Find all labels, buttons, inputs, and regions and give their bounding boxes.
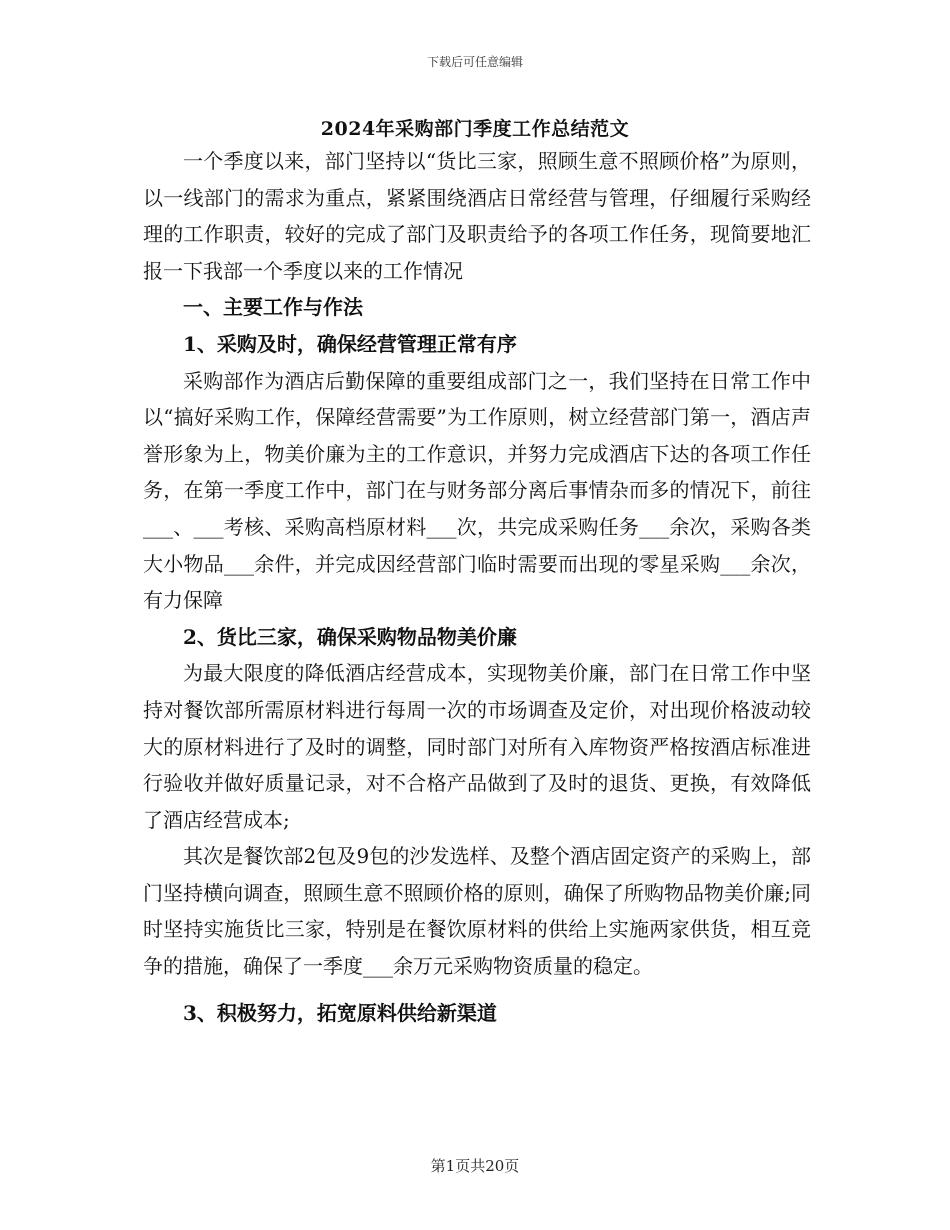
page-number: 第1页共20页 [430,1157,520,1175]
document-title: 2024年采购部门季度工作总结范文 [320,118,630,140]
intro-paragraph: 一个季度以来，部门坚持以“货比三家，照顾生意不照顾价格”为原则，以一线部门的需求为重点，紧紧围绕酒店日常经营与管理，仔细履行采购经理的工作职责，较好的完成了部门及职责给予的各项工作任务，现简要地汇报一下我部一个季度以来的工作情况 [143,149,811,283]
subsection-2-paragraph-1: 为最大限度的降低酒店经营成本，实现物美价廉，部门在日常工作中坚持对餐饮部所需原材料进行每周一次的市场调查及定价，对出现价格波动较大的原材料进行了及时的调整，同时部门对所有入库物资严格按酒店标准进行验收并做好质量记录，对不合格产品做到了及时的退货、更换，有效降低了酒店经营成本; [143,661,811,832]
section-heading-1: 一、主要工作与作法 [183,295,363,320]
subsection-heading-1: 1、采购及时，确保经营管理正常有序 [183,331,517,356]
subsection-heading-2: 2、货比三家，确保采购物品物美价廉 [183,624,517,649]
document-body [143,143,811,1031]
subsection-2-paragraph-2: 其次是餐饮部2包及9包的沙发选样、及整个酒店固定资产的采购上，部门坚持横向调查，照顾生意不照顾价格的原则，确保了所购物品物美价廉;同时坚持实施货比三家，特别是在餐饮原材料的供给上实施两家供货，相互竞争的措施，确保了一季度___余万元采购物资质量的稳定。 [143,844,811,979]
subsection-1-paragraph: 采购部作为酒店后勤保障的重要组成部门之一，我们坚持在日常工作中以“搞好采购工作，保障经营需要”为工作原则，树立经营部门第一，酒店声誉形象为上，物美价廉为主的工作意识，并努力完成酒店下达的各项工作任务，在第一季度工作中，部门在与财务部分离后事情杂而多的情况下，前往___、___考核、采购高档原材料___次，共完成采购任务___余次，采购各类大小物品___余件，并完成因经营部门临时需要而出现的零星采购___余次，有力保障 [143,368,811,613]
page-header-note: 下载后可任意编辑 [426,55,523,69]
subsection-heading-3: 3、积极努力，拓宽原料供给新渠道 [183,1000,497,1025]
